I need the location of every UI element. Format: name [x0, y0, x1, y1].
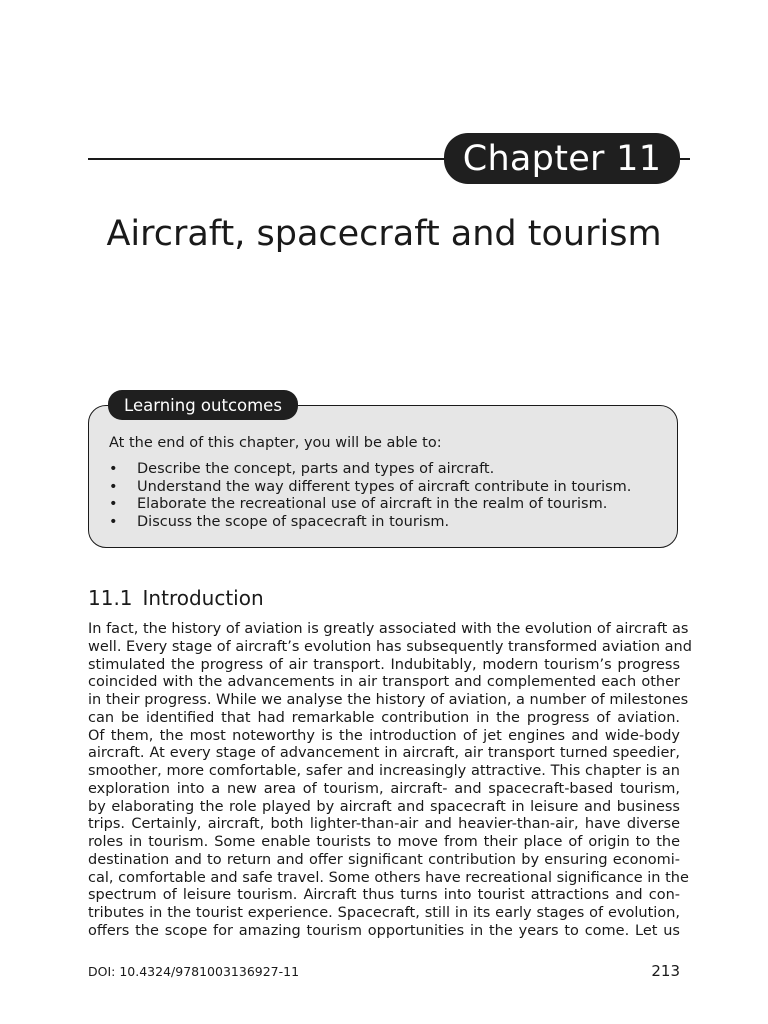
text-line: offers the scope for amazing tourism opportunities in the years to come. Let us	[88, 922, 680, 939]
doi-text: DOI: 10.4324/9781003136927-11	[88, 964, 300, 979]
text-line: exploration into a new area of tourism, aircraft- and spacecraft-based tourism,	[88, 780, 680, 797]
section-title: Introduction	[142, 586, 264, 610]
text-line: aircraft. At every stage of advancement in aircraft, air transport turned speedier,	[88, 745, 680, 762]
bullet-icon: •	[109, 461, 118, 477]
text-line: spectrum of leisure tourism. Aircraft thus turns into tourist attractions and con-	[88, 887, 680, 904]
list-item	[109, 496, 631, 514]
page-number: 213	[651, 962, 680, 980]
list-item	[109, 479, 631, 497]
bullet-icon: •	[109, 478, 118, 495]
text-line: cal, comfortable and safe travel. Some others have recreational significance in the	[88, 869, 689, 886]
section-number: 11.1	[88, 586, 133, 610]
bullet-icon: •	[109, 514, 118, 531]
text-line: tributes in the tourist experience. Spacecraft, still in its early stages of evolution,	[88, 905, 680, 921]
list-item	[109, 461, 631, 479]
body-paragraph	[88, 621, 692, 941]
list-item-text: Understand the way different types of aircraft contribute in tourism.	[137, 478, 632, 495]
learning-outcomes-intro: At the end of this chapter, you will be able to:	[109, 435, 442, 451]
chapter-label: Chapter 11	[444, 133, 680, 184]
list-item	[109, 514, 631, 532]
text-line: destination and to return and offer significant contribution by ensuring economi-	[88, 851, 680, 868]
text-line: can be identified that had remarkable contribution in the progress of aviation.	[88, 709, 680, 726]
text-line: Of them, the most noteworthy is the introduction of jet engines and wide-body	[88, 727, 680, 744]
section-heading	[88, 586, 264, 610]
learning-outcomes-tab: Learning outcomes	[108, 390, 298, 420]
text-line: In fact, the history of aviation is greatly associated with the evolution of aircraft as	[88, 621, 689, 637]
text-line: stimulated the progress of air transport. Indubitably, modern tourism’s progress	[88, 656, 680, 673]
chapter-title: Aircraft, spacecraft and tourism	[106, 214, 662, 254]
list-item-text: Describe the concept, parts and types of aircraft.	[137, 461, 495, 477]
bullet-icon: •	[109, 496, 118, 513]
text-line: in their progress. While we analyse the history of aviation, a number of milestones	[88, 692, 689, 708]
learning-outcomes-list	[109, 461, 631, 532]
text-line: well. Every stage of aircraft’s evolution has subsequently transformed aviation and	[88, 638, 692, 655]
text-line: by elaborating the role played by aircraft and spacecraft in leisure and business	[88, 798, 680, 815]
text-line: trips. Certainly, aircraft, both lighter-than-air and heavier-than-air, have diverse	[88, 816, 680, 833]
text-line: roles in tourism. Some enable tourists to move from their place of origin to the	[88, 834, 680, 850]
list-item-text: Elaborate the recreational use of aircraft in the realm of tourism.	[137, 496, 608, 513]
text-line: smoother, more comfortable, safer and increasingly attractive. This chapter is an	[88, 763, 680, 779]
list-item-text: Discuss the scope of spacecraft in tourism.	[137, 514, 450, 531]
text-line: coincided with the advancements in air transport and complemented each other	[88, 674, 680, 691]
